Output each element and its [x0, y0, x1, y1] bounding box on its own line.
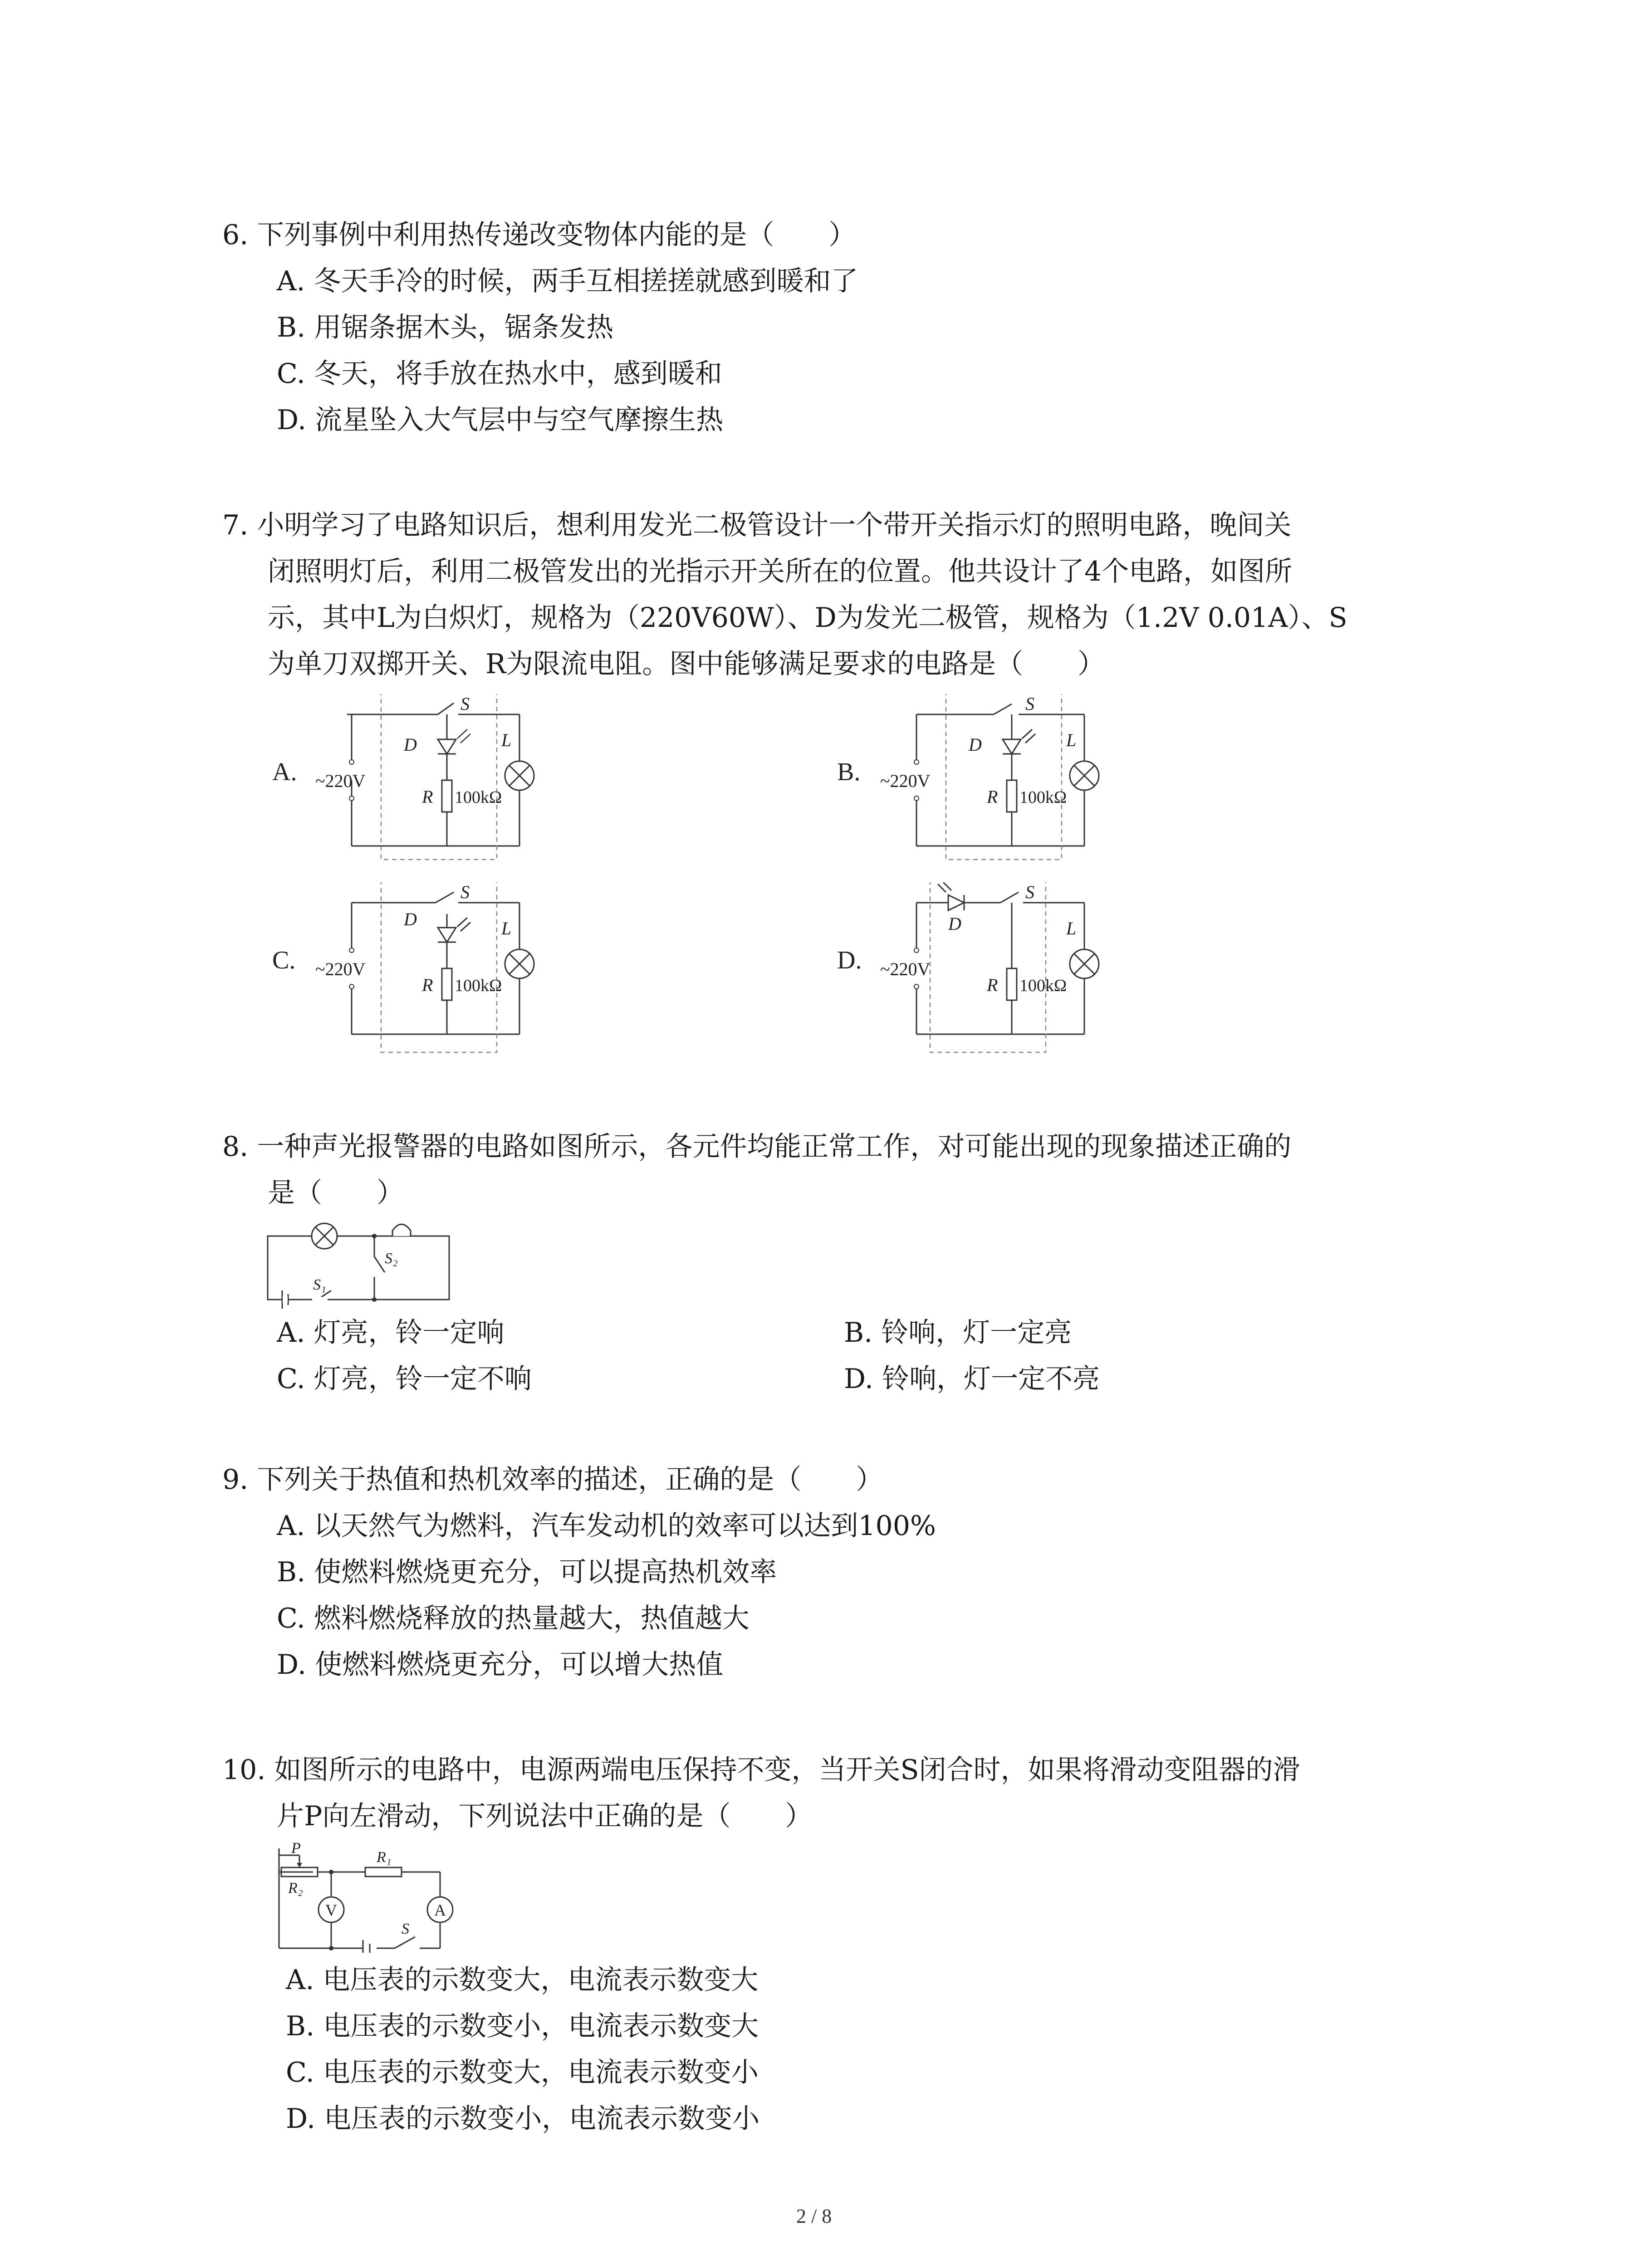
q8-option-d: D. 铃响，灯一定不亮: [844, 1363, 1100, 1395]
q10-option-b: B. 电压表的示数变小，电流表示数变大: [286, 2010, 759, 2042]
q7-d-resistor-label: R: [987, 975, 998, 995]
q7-b-lamp-label: L: [1066, 730, 1077, 750]
q6-option-a: A. 冬天手冷的时候，两手互相搓搓就感到暖和了: [277, 265, 858, 297]
q6-stem: 6. 下列事例中利用热传递改变物体内能的是（ ）: [222, 219, 856, 251]
q7-stem-line-4: 为单刀双掷开关、R为限流电阻。图中能够满足要求的电路是（ ）: [268, 648, 1105, 680]
q8-s2-label: S₂: [385, 1250, 398, 1267]
q7-d-resistance-label: 100kΩ: [1019, 976, 1067, 995]
q9-option-b: B. 使燃料燃烧更充分，可以提高热机效率: [277, 1556, 777, 1588]
q7-d-source-label: ~220V: [880, 959, 931, 979]
q6-option-b: B. 用锯条据木头，锯条发热: [277, 312, 614, 343]
q7-a-resistance-label: 100kΩ: [455, 788, 502, 807]
q10-p-label: P: [291, 1840, 301, 1857]
q10-option-a: A. 电压表的示数变大，电流表示数变大: [286, 1964, 759, 1996]
q7-circuit-d: [833, 882, 1150, 1055]
q7-b-switch-label: S: [1025, 694, 1034, 714]
q9-option-c: C. 燃料燃烧释放的热量越大，热值越大: [277, 1603, 749, 1634]
q7-c-resistance-label: 100kΩ: [455, 976, 502, 995]
q7-a-diode-label: D: [404, 734, 417, 755]
q6-option-c: C. 冬天，将手放在热水中，感到暖和: [277, 358, 722, 390]
q7-stem-line-3: 示，其中L为白炽灯，规格为（220V60W）、D为发光二极管，规格为（1.2V 0.01A）、S: [268, 602, 1347, 634]
q8-option-a: A. 灯亮，铃一定响: [277, 1317, 505, 1349]
q7-circuit-c: [268, 882, 585, 1055]
q7-circuit-a-option-label: A.: [272, 758, 297, 786]
q9-option-d: D. 使燃料燃烧更充分，可以增大热值: [277, 1649, 724, 1681]
q10-stem-line-1: 10. 如图所示的电路中，电源两端电压保持不变，当开关S闭合时，如果将滑动变阻器的滑: [222, 1754, 1300, 1786]
q7-c-lamp-label: L: [501, 918, 512, 938]
q7-c-resistor-label: R: [422, 975, 433, 995]
q8-option-c: C. 灯亮，铃一定不响: [277, 1363, 532, 1395]
q7-circuit-d-option-label: D.: [837, 946, 862, 974]
q7-circuit-b-option-label: B.: [837, 758, 861, 786]
q10-stem-line-2: 片P向左滑动，下列说法中正确的是（ ）: [277, 1800, 813, 1832]
q7-stem-line-1: 7. 小明学习了电路知识后，想利用发光二极管设计一个带开关指示灯的照明电路，晚间关: [222, 509, 1292, 541]
q10-option-d: D. 电压表的示数变小，电流表示数变小: [286, 2103, 760, 2135]
q9-stem: 9. 下列关于热值和热机效率的描述，正确的是（ ）: [222, 1464, 883, 1496]
q6-option-d: D. 流星坠入大气层中与空气摩擦生热: [277, 404, 724, 436]
q8-alarm-circuit: [263, 1218, 458, 1309]
q10-circuit: [272, 1839, 463, 1953]
q8-stem-line-1: 8. 一种声光报警器的电路如图所示，各元件均能正常工作，对可能出现的现象描述正确的: [222, 1131, 1292, 1163]
q7-a-source-label: ~220V: [315, 771, 366, 791]
q7-b-resistor-label: R: [987, 787, 998, 807]
q9-option-a: A. 以天然气为燃料，汽车发动机的效率可以达到100%: [277, 1510, 936, 1542]
q7-c-diode-label: D: [404, 909, 417, 929]
q7-a-switch-label: S: [460, 694, 470, 714]
q10-switch-label: S: [402, 1921, 409, 1937]
q7-b-source-label: ~220V: [880, 771, 931, 791]
q7-d-lamp-label: L: [1066, 918, 1077, 938]
q7-circuit-a: [268, 694, 585, 862]
q7-d-diode-label: D: [948, 914, 961, 934]
q10-r2-label: R₂: [288, 1880, 303, 1897]
q10-voltmeter-label: V: [325, 1901, 337, 1919]
q8-stem-line-2: 是（ ）: [268, 1177, 404, 1209]
q7-d-switch-label: S: [1025, 882, 1034, 902]
q7-c-source-label: ~220V: [315, 959, 366, 979]
q7-a-lamp-label: L: [501, 730, 512, 750]
q7-circuit-b: [833, 694, 1150, 862]
q10-ammeter-label: A: [434, 1901, 446, 1919]
page-number: 2 / 8: [796, 2205, 832, 2227]
q7-stem-line-2: 闭照明灯后，利用二极管发出的光指示开关所在的位置。他共设计了4个电路，如图所: [268, 556, 1293, 587]
q10-option-c: C. 电压表的示数变大，电流表示数变小: [286, 2057, 759, 2088]
q8-s1-label: S₁: [313, 1276, 326, 1293]
q7-a-resistor-label: R: [422, 787, 433, 807]
q10-r1-label: R₁: [377, 1849, 392, 1866]
q7-b-diode-label: D: [969, 734, 982, 755]
q7-b-resistance-label: 100kΩ: [1019, 788, 1067, 807]
q7-c-switch-label: S: [460, 882, 470, 902]
q8-option-b: B. 铃响，灯一定亮: [844, 1317, 1072, 1349]
q7-circuit-c-option-label: C.: [272, 946, 296, 974]
